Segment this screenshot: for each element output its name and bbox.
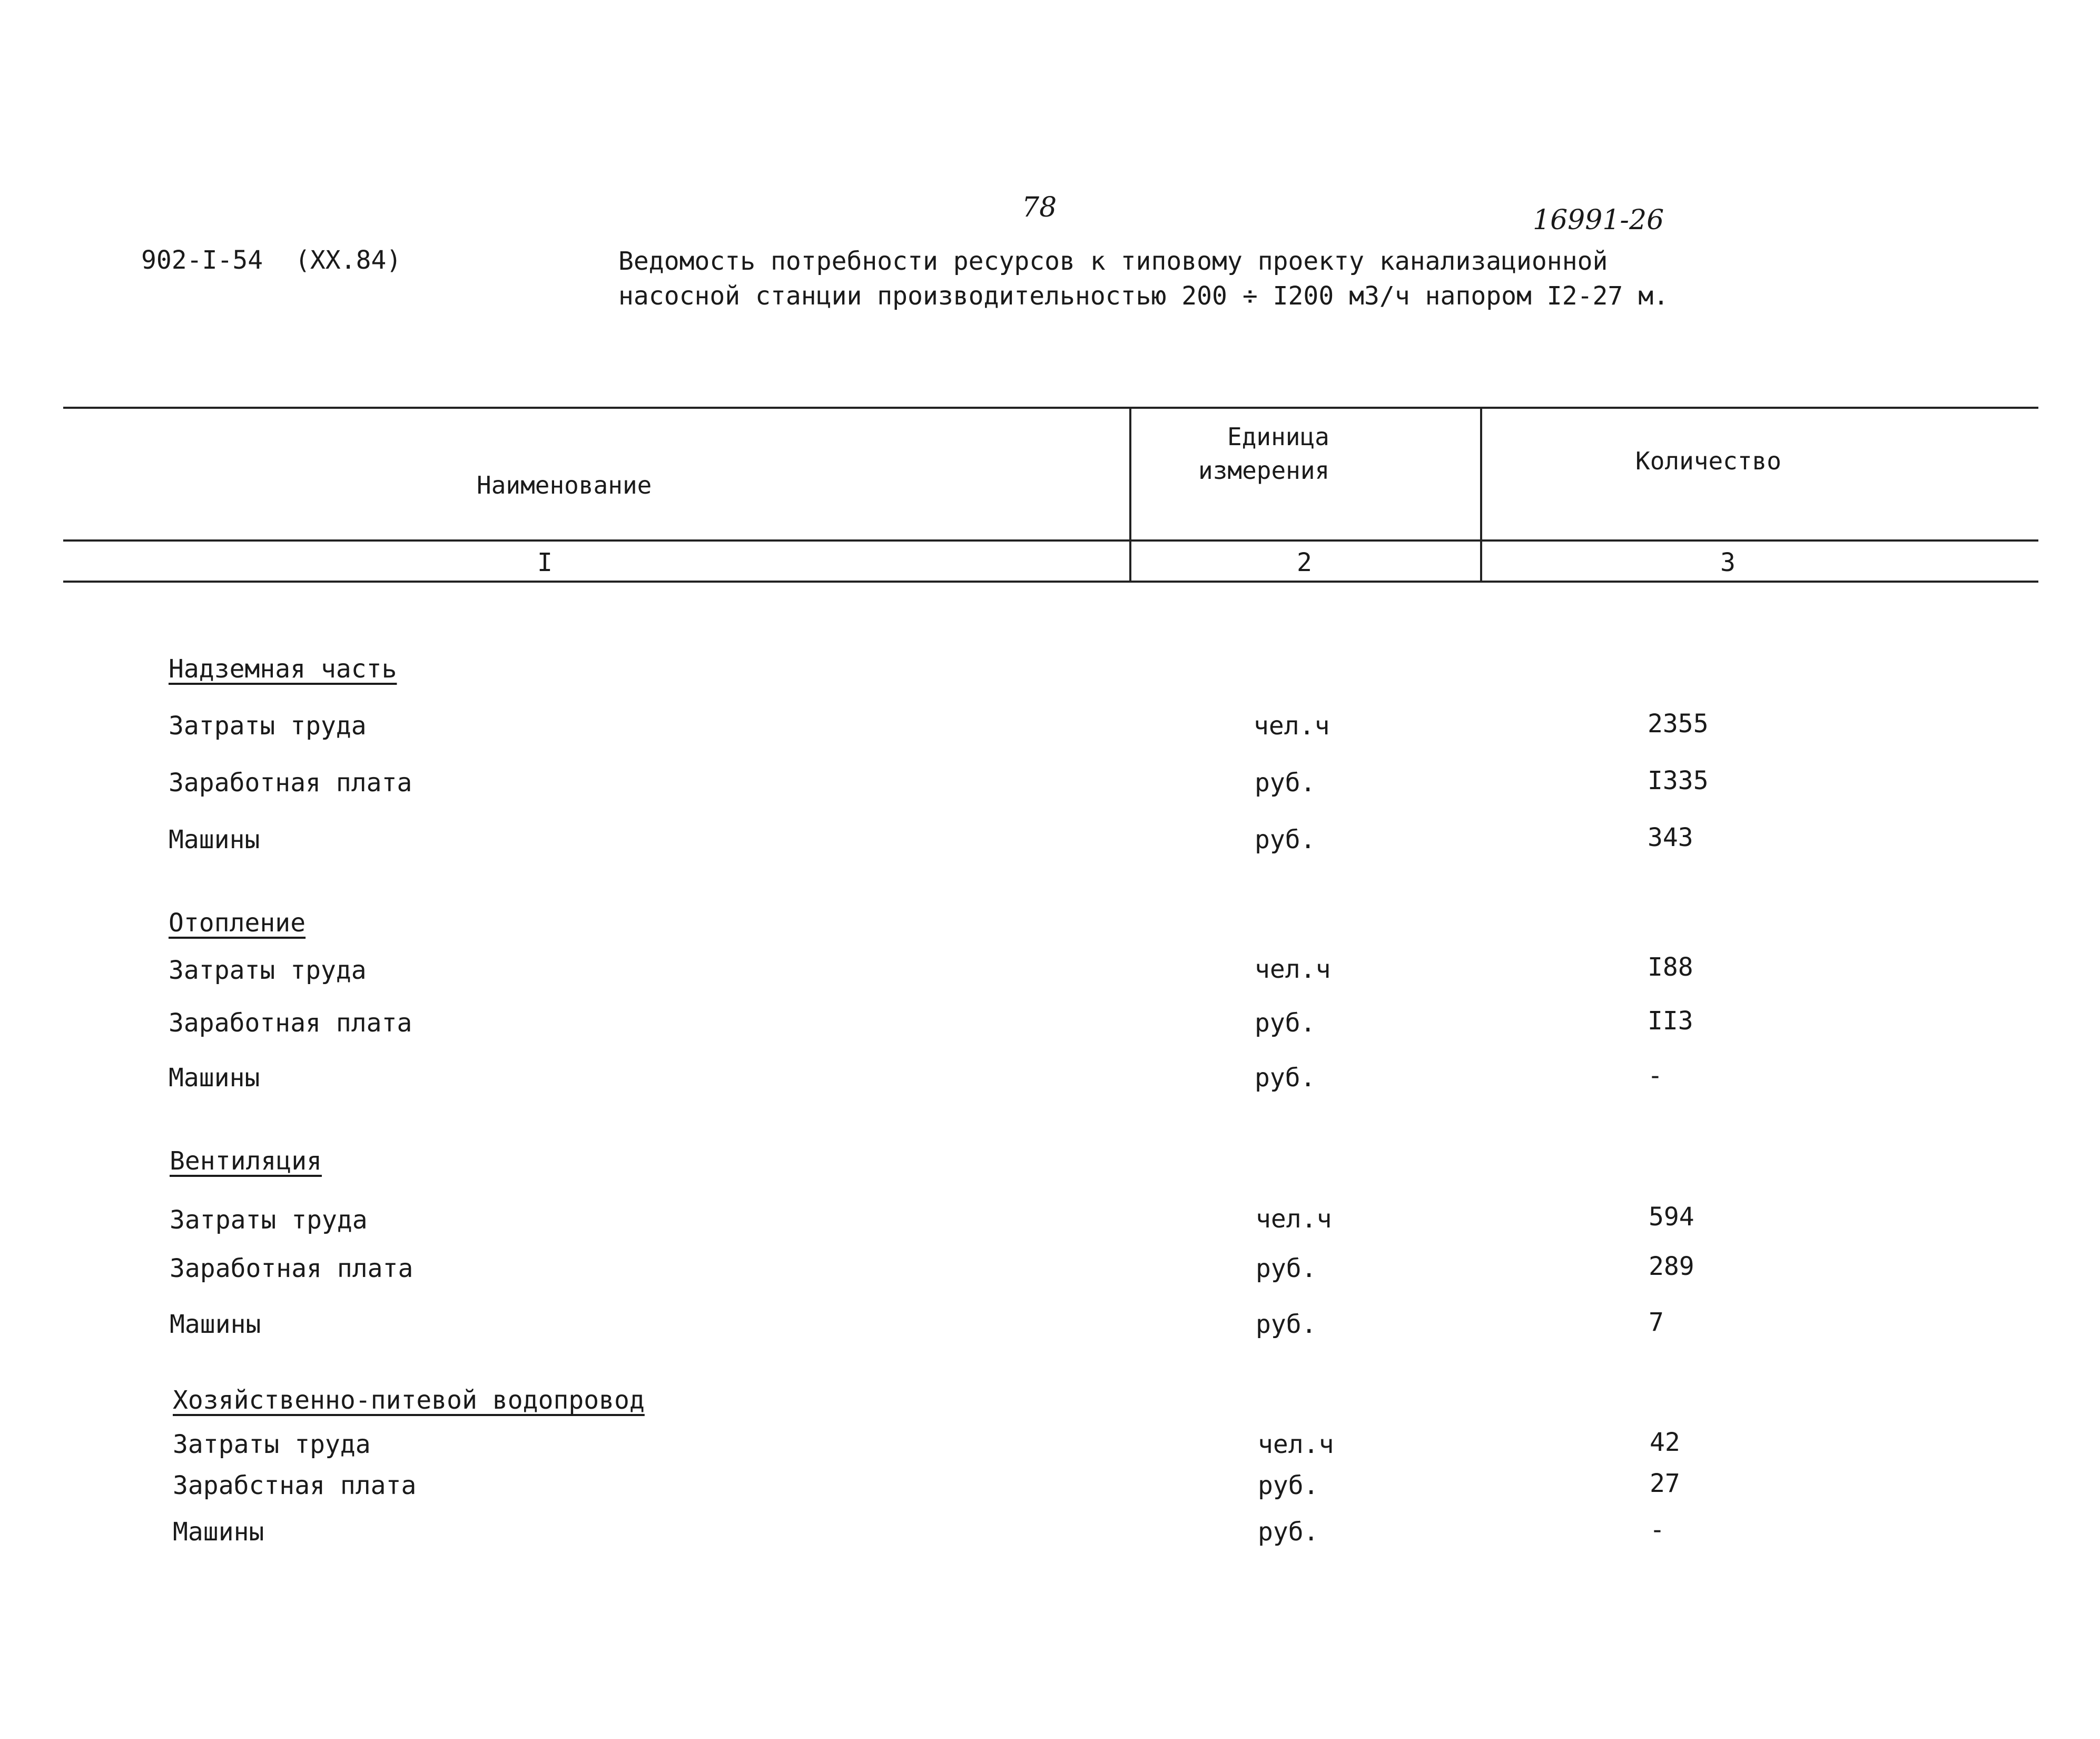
row-name: Затраты труда [169, 711, 367, 741]
column-divider-2 [1480, 407, 1482, 582]
section-title: Надземная часть [169, 654, 397, 684]
row-quantity: - [1648, 1061, 1663, 1090]
row-name: Заработная плата [169, 1008, 412, 1038]
row-unit: руб. [1256, 1310, 1317, 1339]
row-name: Машины [169, 1063, 260, 1093]
row-quantity: 2355 [1648, 709, 1709, 739]
row-quantity: 594 [1649, 1202, 1694, 1232]
table-header-divider [63, 539, 2038, 542]
row-unit: чел.ч [1255, 955, 1331, 984]
row-unit: руб. [1258, 1471, 1319, 1500]
row-unit: руб. [1256, 1254, 1317, 1283]
row-quantity: 289 [1649, 1252, 1694, 1281]
section-title: Вентиляция [170, 1146, 322, 1176]
row-name: Заработная плата [170, 1254, 413, 1283]
section-title: Хозяйственно-питевой водопровод [173, 1386, 645, 1415]
row-quantity: 343 [1648, 823, 1693, 852]
row-unit: руб. [1255, 768, 1316, 798]
row-quantity: 27 [1650, 1469, 1680, 1498]
row-unit: руб. [1258, 1517, 1319, 1547]
column-header-name: Наименование [477, 471, 652, 499]
table-numbers-divider [63, 581, 2038, 583]
row-name: Затраты труда [170, 1205, 368, 1235]
row-quantity: I335 [1648, 766, 1709, 795]
row-quantity: II3 [1648, 1006, 1693, 1036]
column-divider-1 [1129, 407, 1131, 582]
project-date: (XX.84) [295, 245, 402, 275]
row-quantity: 7 [1649, 1308, 1664, 1337]
row-unit: чел.ч [1258, 1430, 1334, 1459]
row-quantity: I88 [1648, 952, 1693, 982]
document-title-line-2: насосной станции производительностью 200 ÷ I200 м3/ч напором I2-27 м. [618, 281, 1669, 311]
row-unit: чел.ч [1256, 1204, 1332, 1234]
section-title: Отопление [169, 908, 306, 938]
row-name: Машины [170, 1310, 261, 1339]
column-header-quantity: Количество [1635, 447, 1781, 475]
project-code: 902-I-54 [141, 245, 263, 275]
row-quantity: - [1650, 1515, 1665, 1545]
row-unit: руб. [1255, 1063, 1316, 1093]
column-header-unit-line-2: измерения [1198, 456, 1330, 485]
column-number-2: 2 [1297, 548, 1312, 577]
column-header-unit-line-1: Единица [1227, 423, 1329, 451]
column-number-1: I [537, 548, 553, 577]
row-name: Затраты труда [169, 956, 367, 985]
row-name: Машины [169, 825, 260, 854]
row-unit: руб. [1255, 825, 1316, 854]
row-name: Зарабстная плата [173, 1471, 417, 1500]
column-number-3: 3 [1720, 548, 1736, 577]
document-title-line-1: Ведомость потребности ресурсов к типовому проекту канализационной [618, 247, 1608, 276]
document-number: 16991-26 [1533, 204, 1664, 236]
row-name: Машины [173, 1517, 264, 1547]
row-unit: чел.ч [1254, 711, 1330, 741]
table-top-border [63, 407, 2038, 409]
page-number: 78 [1022, 192, 1057, 223]
row-quantity: 42 [1650, 1428, 1680, 1457]
row-unit: руб. [1255, 1008, 1316, 1038]
row-name: Заработная плата [169, 768, 412, 798]
row-name: Затраты труда [173, 1430, 371, 1459]
